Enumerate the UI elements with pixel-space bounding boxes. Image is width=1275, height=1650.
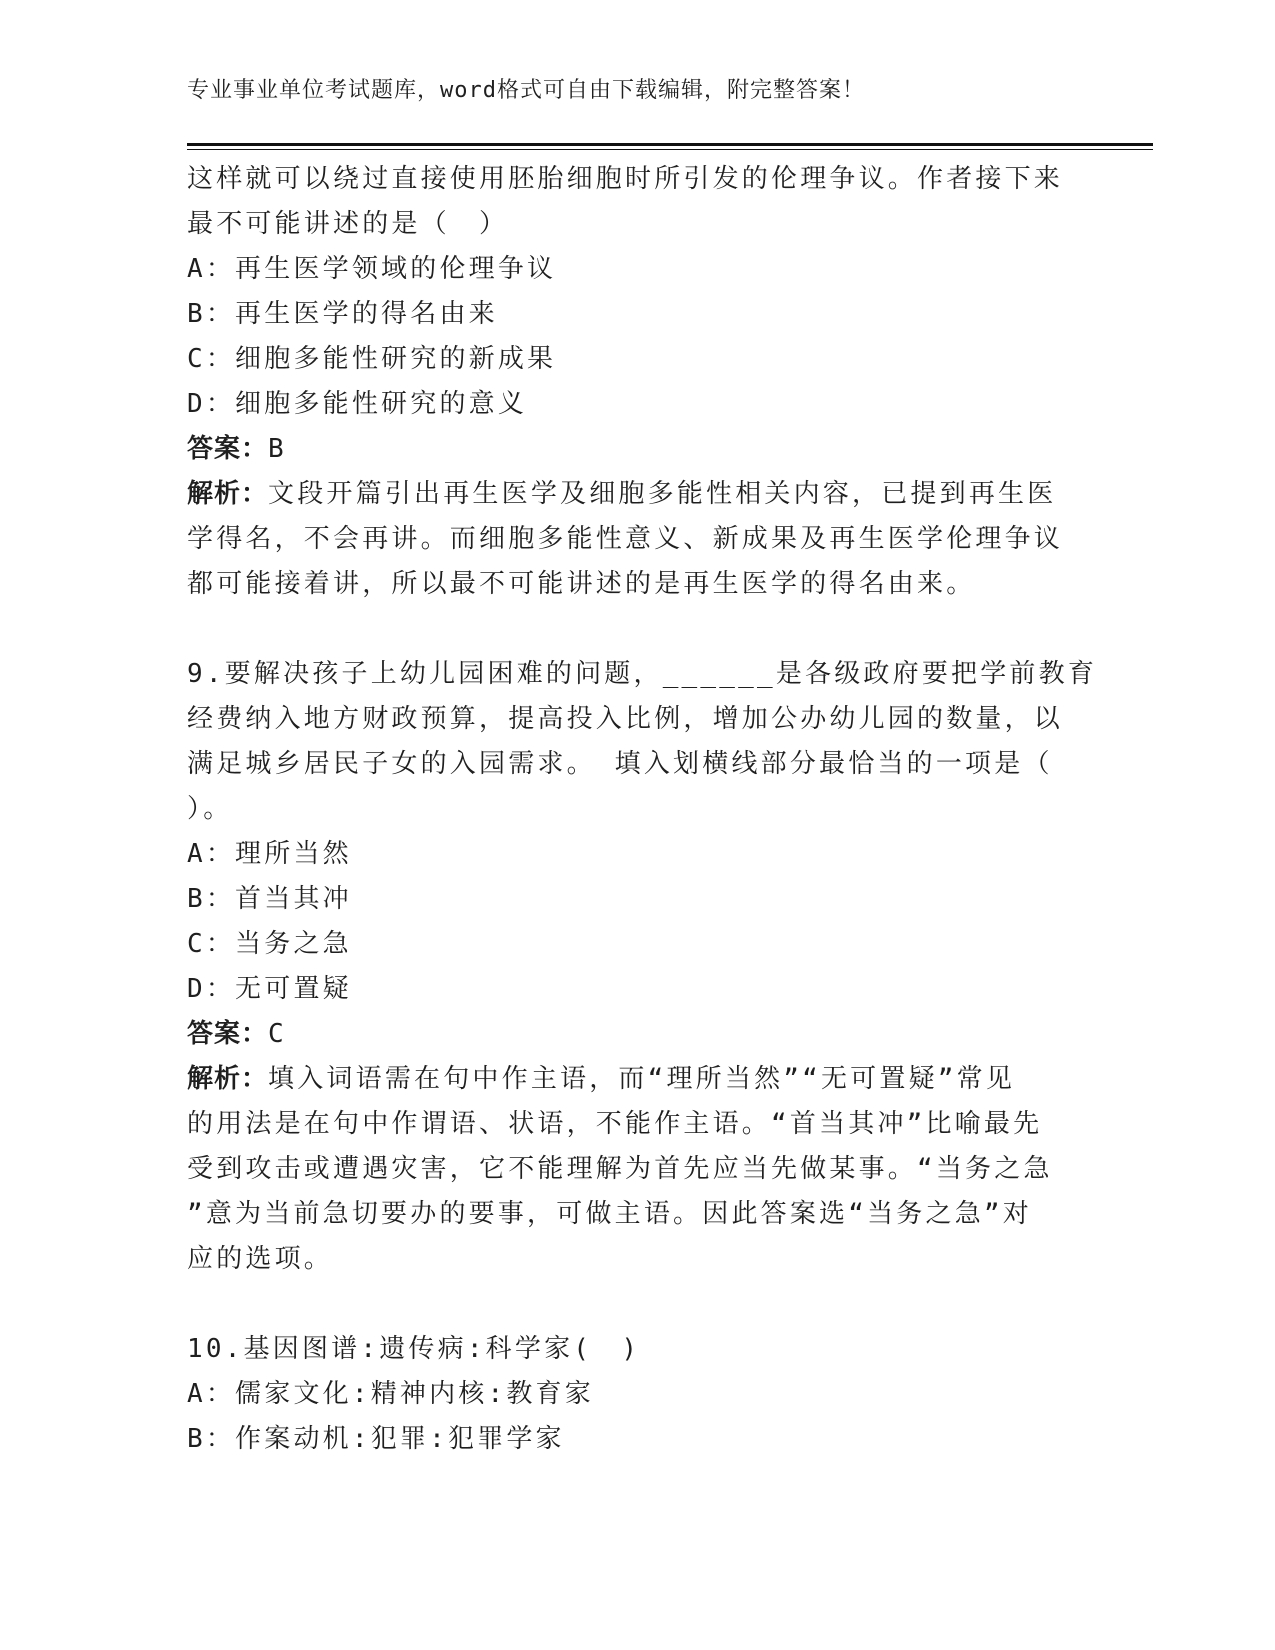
option-b: B：再生医学的得名由来 bbox=[187, 299, 498, 329]
analysis-label: 解析： bbox=[187, 479, 269, 509]
question-stem-line: 10.基因图谱:遗传病:科学家( ) bbox=[187, 1334, 641, 1364]
analysis-line bbox=[187, 1057, 1067, 1102]
analysis-line: 应的选项。 bbox=[187, 1244, 334, 1274]
question-stem-line: 经费纳入地方财政预算，提高投入比例，增加公办幼儿园的数量，以 bbox=[187, 704, 1064, 734]
option-a: A：儒家文化:精神内核:教育家 bbox=[187, 1379, 594, 1409]
question-9-options bbox=[187, 832, 1067, 1012]
analysis-line: ”意为当前急切要办的要事，可做主语。因此答案选“当务之急”对 bbox=[187, 1199, 1032, 1229]
answer-value: C bbox=[268, 1019, 287, 1049]
question-stem-line: 最不可能讲述的是（ ） bbox=[187, 209, 509, 239]
option-c: C：当务之急 bbox=[187, 929, 352, 959]
option-c: C：细胞多能性研究的新成果 bbox=[187, 344, 557, 374]
question-10-options bbox=[187, 1372, 1067, 1462]
analysis-line: 都可能接着讲，所以最不可能讲述的是再生医学的得名由来。 bbox=[187, 569, 976, 599]
option-b: B：作案动机:犯罪:犯罪学家 bbox=[187, 1424, 565, 1454]
question-9-stem bbox=[187, 652, 1098, 832]
analysis-label: 解析： bbox=[187, 1064, 269, 1094]
answer-value: B bbox=[268, 434, 287, 464]
analysis-line: 的用法是在句中作谓语、状语，不能作主语。“首当其冲”比喻最先 bbox=[187, 1109, 1043, 1139]
option-a: A：再生医学领域的伦理争议 bbox=[187, 254, 557, 284]
page-header: 专业事业单位考试题库，word格式可自由下载编辑，附完整答案！ bbox=[187, 78, 865, 103]
header-rule-thick bbox=[187, 143, 1153, 146]
option-d: D：细胞多能性研究的意义 bbox=[187, 389, 528, 419]
option-b: B：首当其冲 bbox=[187, 884, 352, 914]
analysis-text: 填入词语需在句中作主语，而“理所当然”“无可置疑”常见 bbox=[268, 1064, 1016, 1094]
spacer bbox=[187, 607, 1067, 652]
answer-label: 答案： bbox=[187, 434, 269, 464]
question-9-answer bbox=[187, 1012, 1067, 1057]
analysis-line: 受到攻击或遭遇灾害，它不能理解为首先应当先做某事。“当务之急 bbox=[187, 1154, 1053, 1184]
question-8-answer bbox=[187, 427, 1067, 472]
question-8-options bbox=[187, 247, 1067, 427]
analysis-text: 文段开篇引出再生医学及细胞多能性相关内容，已提到再生医 bbox=[268, 479, 1057, 509]
question-stem-line: ）。 bbox=[187, 794, 233, 824]
question-8-stem bbox=[187, 157, 1067, 247]
question-stem-line: 这样就可以绕过直接使用胚胎细胞时所引发的伦理争议。作者接下来 bbox=[187, 164, 1064, 194]
question-stem-line: 满足城乡居民子女的入园需求。 填入划横线部分最恰当的一项是（ bbox=[187, 749, 1053, 779]
document-body bbox=[187, 157, 1098, 1462]
answer-label: 答案： bbox=[187, 1019, 269, 1049]
option-a: A：理所当然 bbox=[187, 839, 352, 869]
question-8-analysis bbox=[187, 472, 1067, 607]
analysis-line: 学得名，不会再讲。而细胞多能性意义、新成果及再生医学伦理争议 bbox=[187, 524, 1064, 554]
option-d: D：无可置疑 bbox=[187, 974, 352, 1004]
question-stem-line: 9.要解决孩子上幼儿园困难的问题，______是各级政府要把学前教育 bbox=[187, 659, 1098, 689]
spacer bbox=[187, 1282, 1067, 1327]
question-10-stem bbox=[187, 1327, 1067, 1372]
question-9-analysis bbox=[187, 1057, 1067, 1282]
header-rule-thin bbox=[187, 149, 1153, 150]
analysis-line bbox=[187, 472, 1067, 517]
